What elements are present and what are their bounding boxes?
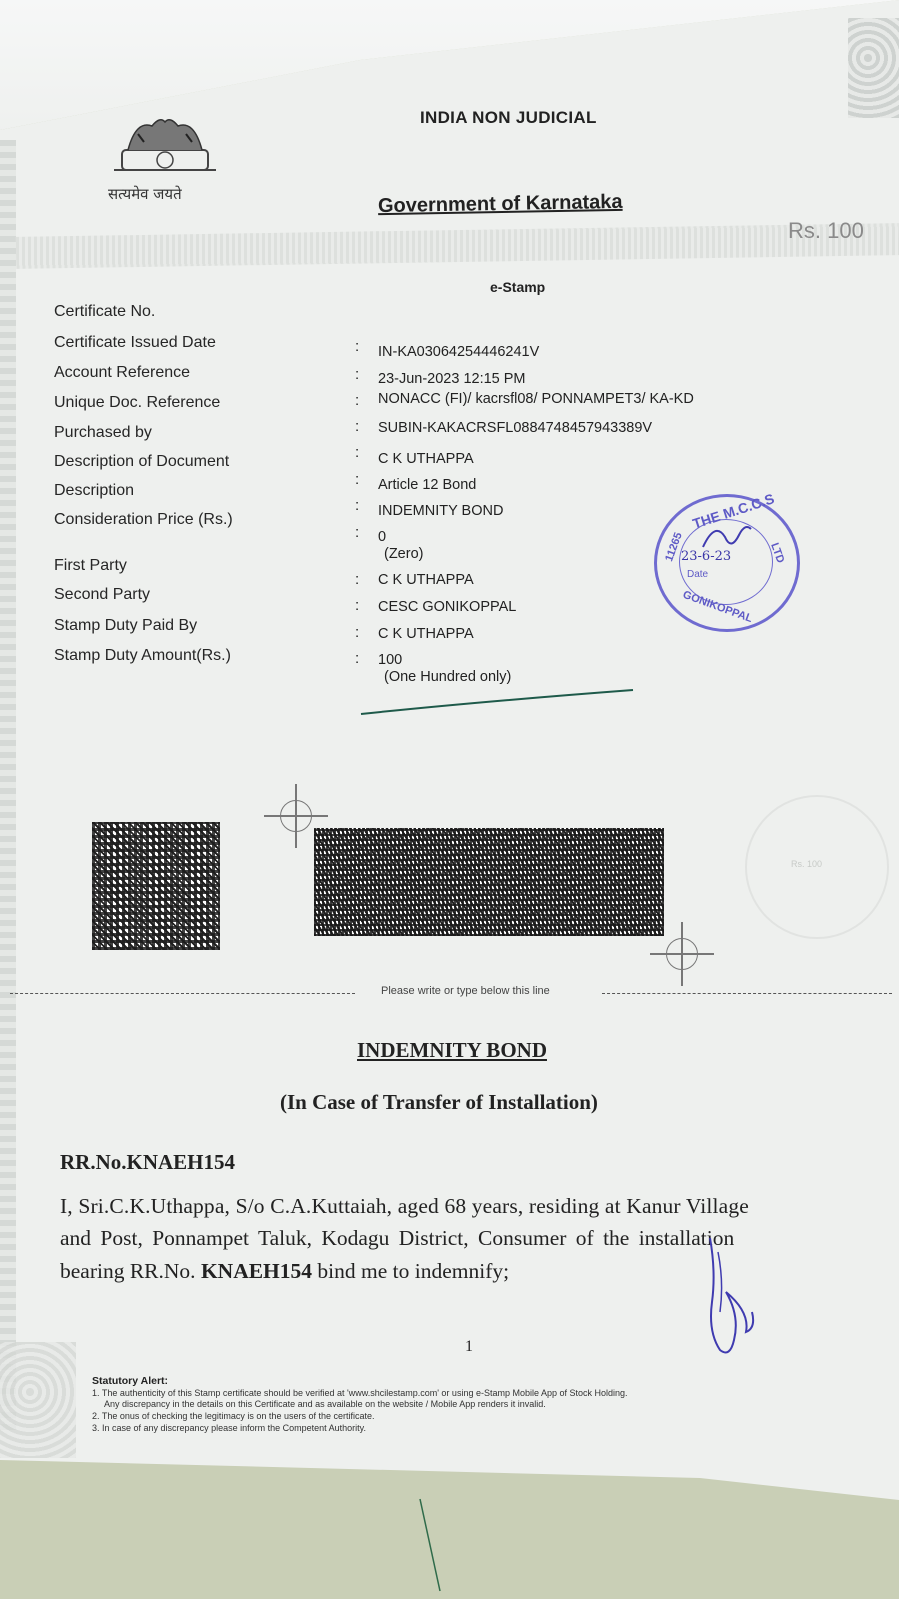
bond-rr-bold: KNAEH154	[200, 1259, 313, 1283]
statutory-alert-item: Any discrepancy in the details on this Certificate and as available on the website / Mobile App renders it invalid.	[104, 1399, 546, 1409]
certificate-label: Consideration Price (Rs.)	[54, 511, 233, 528]
stamp-duty-amount: 100	[378, 652, 403, 668]
cut-line-instruction: Please write or type below this line	[381, 985, 550, 997]
statutory-alert-title: Statutory Alert:	[92, 1375, 169, 1387]
separator-colon: :	[355, 366, 360, 383]
faint-watermark-seal: Rs. 100	[745, 795, 889, 939]
bond-subtitle: (In Case of Transfer of Installation)	[280, 1090, 598, 1114]
bond-body-line	[60, 1259, 509, 1284]
header-government: Government of Karnataka	[377, 190, 623, 218]
emblem-motto: सत्यमेव जयते	[108, 185, 182, 203]
separator-colon: :	[355, 444, 360, 461]
bond-body-line: and Post, Ponnampet Taluk, Kodagu District, Consumer of the installation	[60, 1226, 735, 1250]
2d-barcode	[314, 828, 664, 936]
initials-signature	[695, 517, 755, 557]
certificate-label: Account Reference	[54, 364, 191, 381]
paper-border-pattern	[0, 140, 16, 1430]
header-title: INDIA NON JUDICIAL	[420, 108, 597, 127]
account-reference: NONACC (FI)/ kacrsfl08/ PONNAMPET3/ KA-KD	[378, 391, 694, 407]
separator-colon: :	[355, 471, 360, 488]
certificate-label: Unique Doc. Reference	[54, 394, 221, 411]
bond-body-text: bind me to indemnify;	[312, 1259, 510, 1283]
seal-ltd: LTD	[768, 541, 787, 565]
statutory-alert-item: 1. The authenticity of this Stamp certificate should be verified at 'www.shcilestamp.com' or using e-Stamp Mobile App of Stock Holding.	[92, 1388, 628, 1398]
stamp-duty-paid-by: C K UTHAPPA	[378, 626, 474, 642]
certificate-label: Description of Document	[54, 453, 230, 470]
seal-number: 11265	[663, 530, 685, 564]
stamp-denomination: Rs. 100	[788, 218, 864, 243]
stamp-duty-amount-words: (One Hundred only)	[384, 669, 512, 685]
signature	[690, 1232, 770, 1362]
certificate-label: Certificate Issued Date	[54, 334, 216, 351]
certificate-label: Purchased by	[54, 424, 152, 441]
seal-handwritten-date: 23-6-23	[681, 549, 732, 564]
unique-doc-reference: SUBIN-KAKACRSFL0884748457943389V	[378, 420, 653, 436]
first-party: C K UTHAPPA	[378, 572, 474, 588]
certificate-label: First Party	[54, 557, 127, 574]
separator-colon: :	[355, 597, 360, 614]
certificate-label: Second Party	[54, 586, 151, 603]
seal-date-label: Date	[687, 569, 709, 580]
separator-colon: :	[355, 524, 360, 541]
page-number: 1	[465, 1338, 473, 1355]
corner-ornament	[0, 1342, 76, 1458]
issued-date: 23-Jun-2023 12:15 PM	[378, 371, 526, 387]
certificate-label: Certificate No.	[54, 303, 156, 320]
certificate-number: IN-KA03064254446241V	[378, 344, 540, 360]
certificate-label: Description	[54, 482, 135, 499]
rr-number: RR.No.KNAEH154	[60, 1150, 236, 1174]
statutory-alert-item: 2. The onus of checking the legitimacy is on the users of the certificate.	[92, 1411, 375, 1421]
bond-title: INDEMNITY BOND	[357, 1038, 547, 1062]
separator-colon: :	[355, 650, 360, 667]
separator-colon: :	[355, 338, 360, 355]
certificate-label: Stamp Duty Amount(Rs.)	[54, 647, 231, 664]
consideration-price-words: (Zero)	[384, 546, 424, 562]
separator-colon: :	[355, 571, 360, 588]
separator-colon: :	[355, 418, 360, 435]
ink-underline	[355, 684, 640, 720]
cut-line-right	[602, 993, 892, 994]
cut-line-left	[10, 993, 355, 994]
seal-top-text: THE M.C.C.S	[690, 490, 777, 532]
national-emblem-icon	[108, 112, 222, 182]
description: INDEMNITY BOND	[378, 503, 504, 519]
seal-bottom-text: GONIKOPPAL	[681, 588, 754, 626]
certificate-label: Stamp Duty Paid By	[54, 617, 198, 634]
statutory-alert-item: 3. In case of any discrepancy please inform the Competent Authority.	[92, 1423, 366, 1433]
purchased-by: C K UTHAPPA	[378, 451, 474, 467]
surface-pen-mark	[400, 1495, 460, 1595]
separator-colon: :	[355, 497, 360, 514]
qr-code	[92, 822, 220, 950]
society-seal	[654, 490, 800, 632]
form-type: e-Stamp	[490, 279, 546, 295]
bond-body-line: I, Sri.C.K.Uthappa, S/o C.A.Kuttaiah, aged 68 years, residing at Kanur Village	[60, 1194, 749, 1218]
separator-colon: :	[355, 392, 360, 409]
consideration-price: 0	[378, 529, 387, 545]
corner-ornament	[848, 18, 899, 118]
bond-body-text: bearing RR.No.	[60, 1259, 201, 1283]
separator-colon: :	[355, 624, 360, 641]
second-party: CESC GONIKOPPAL	[378, 599, 517, 615]
document-description: Article 12 Bond	[378, 477, 477, 493]
